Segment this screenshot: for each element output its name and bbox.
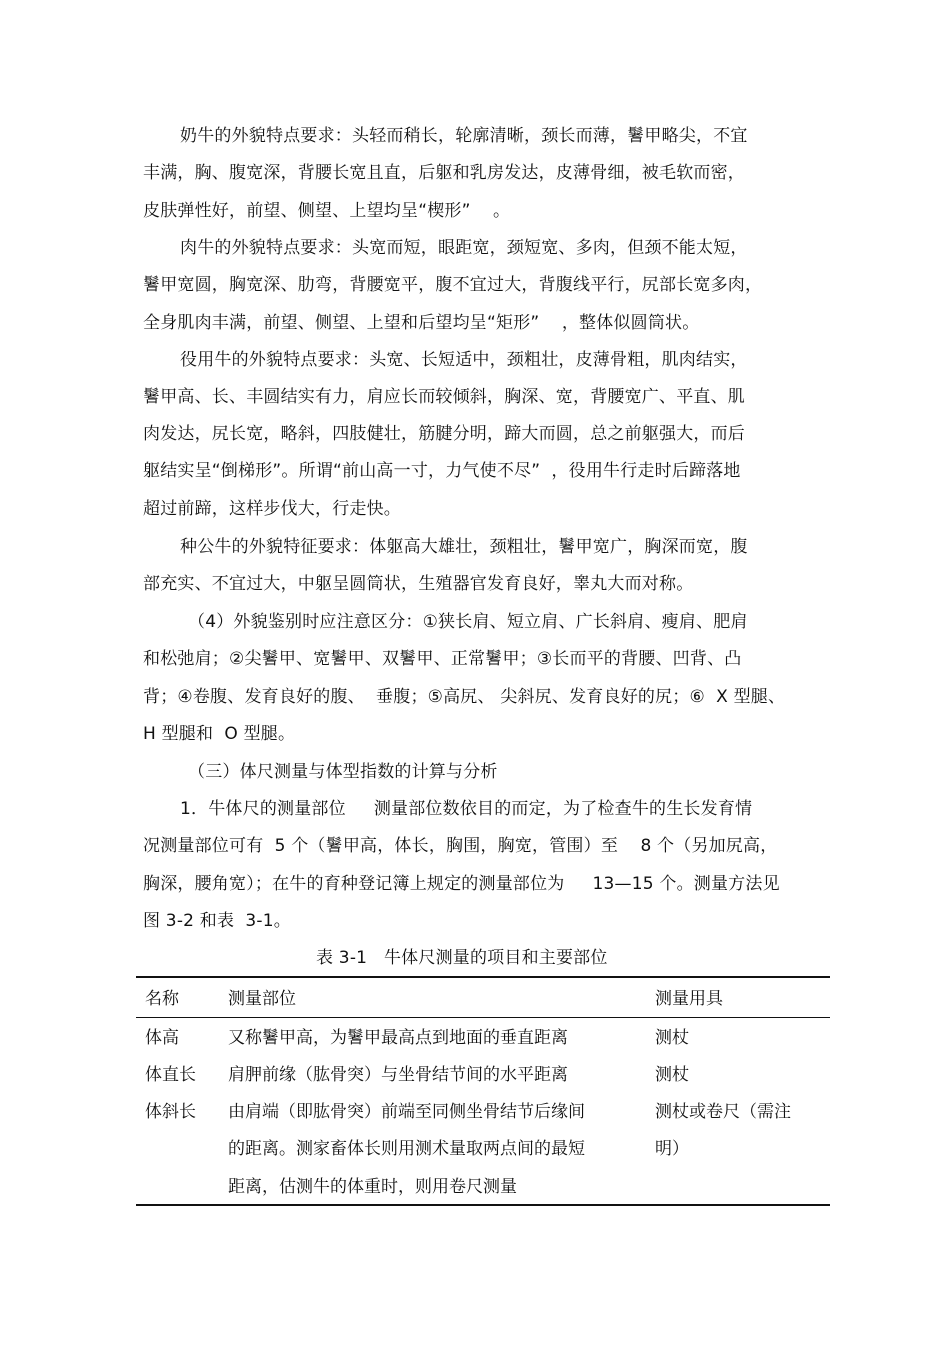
cell-tool: 测杖 — [655, 1028, 689, 1048]
text-line: 况测量部位可有 5 个（鬐甲高，体长，胸围，胸宽，管围）至 8 个（另加尻高， — [143, 836, 778, 856]
cell-part: 又称鬐甲高，为鬐甲最高点到地面的垂直距离 — [228, 1028, 568, 1048]
cell-part: 肩胛前缘（肱骨突）与坐骨结节间的水平距离 — [228, 1065, 568, 1085]
text-line: 肉牛的外貌特点要求：头宽而短，眼距宽，颈短宽、多肉，但颈不能太短， — [180, 238, 748, 258]
cell-name: 体高 — [145, 1028, 179, 1048]
header-name: 名称 — [145, 989, 179, 1009]
text-line: 丰满，胸、腹宽深，背腰长宽且直，后躯和乳房发达，皮薄骨细，被毛软而密， — [143, 163, 745, 183]
header-part: 测量部位 — [228, 989, 296, 1009]
section-heading: （三）体尺测量与体型指数的计算与分析 — [188, 762, 498, 782]
cell-tool: 明） — [655, 1139, 689, 1159]
cell-part: 的距离。测家畜体长则用测术量取两点间的最短 — [228, 1139, 585, 1159]
text-line: 鬐甲高、长、丰圆结实有力，肩应长而较倾斜，胸深、宽，背腰宽广、平直、肌 — [143, 387, 745, 407]
header-tool: 测量用具 — [655, 989, 723, 1009]
table-header-rule — [136, 1017, 830, 1018]
cell-part: 由肩端（即肱骨突）前端至同侧坐骨结节后缘间 — [228, 1102, 585, 1122]
cell-tool: 测杖或卷尺（需注 — [655, 1102, 791, 1122]
text-line: 和松弛肩；②尖鬐甲、宽鬐甲、双鬐甲、正常鬐甲；③长而平的背腰、凹背、凸 — [143, 649, 742, 669]
table-bottom-rule — [136, 1204, 830, 1206]
text-line: 胸深，腰角宽）；在牛的育种登记簿上规定的测量部位为 13—15 个。测量方法见 — [143, 874, 780, 894]
text-line: 奶牛的外貌特点要求：头轻而稍长，轮廓清晰，颈长而薄，鬐甲略尖，不宜 — [180, 126, 748, 146]
text-line: 部充实、不宜过大，中躯呈圆筒状，生殖器官发育良好，睾丸大而对称。 — [143, 574, 694, 594]
text-line: 种公牛的外貌特征要求：体躯高大雄壮，颈粗壮，鬐甲宽广，胸深而宽，腹 — [180, 537, 748, 557]
text-line: 鬐甲宽圆，胸宽深、肋弯，背腰宽平，腹不宜过大，背腹线平行，尻部长宽多肉， — [143, 275, 763, 295]
text-line: （4）外貌鉴别时应注意区分：①狭长肩、短立肩、广长斜肩、瘦肩、肥肩 — [188, 612, 748, 632]
text-line: 肉发达，尻长宽，略斜，四肢健壮，筋腱分明，蹄大而圆，总之前躯强大，而后 — [143, 424, 745, 444]
text-line: H 型腿和 O 型腿。 — [143, 724, 296, 744]
table-caption: 表 3-1 牛体尺测量的项目和主要部位 — [316, 948, 608, 968]
text-line: 全身肌肉丰满，前望、侧望、上望和后望均呈“矩形” ，整体似圆筒状。 — [143, 313, 700, 333]
table-top-rule — [136, 976, 830, 978]
cell-tool: 测杖 — [655, 1065, 689, 1085]
text-line: 役用牛的外貌特点要求：头宽、长短适中，颈粗壮，皮薄骨粗，肌肉结实， — [180, 350, 748, 370]
cell-name: 体直长 — [145, 1065, 196, 1085]
text-line: 躯结实呈“倒梯形”。所谓“前山高一寸，力气使不尽” ，役用牛行走时后蹄落地 — [143, 461, 741, 481]
cell-name: 体斜长 — [145, 1102, 196, 1122]
text-line: 1．牛体尺的测量部位 测量部位数依目的而定，为了检查牛的生长发育情 — [180, 799, 753, 819]
text-line: 背；④卷腹、发育良好的腹、 垂腹；⑤高尻、 尖斜尻、发育良好的尻；⑥ X 型腿、 — [143, 687, 786, 707]
text-line: 皮肤弹性好，前望、侧望、上望均呈“楔形” 。 — [143, 201, 511, 221]
cell-part: 距离，估测牛的体重时，则用卷尺测量 — [228, 1177, 517, 1197]
text-line: 超过前蹄，这样步伐大，行走快。 — [143, 499, 401, 519]
text-line: 图 3-2 和表 3-1。 — [143, 911, 291, 931]
